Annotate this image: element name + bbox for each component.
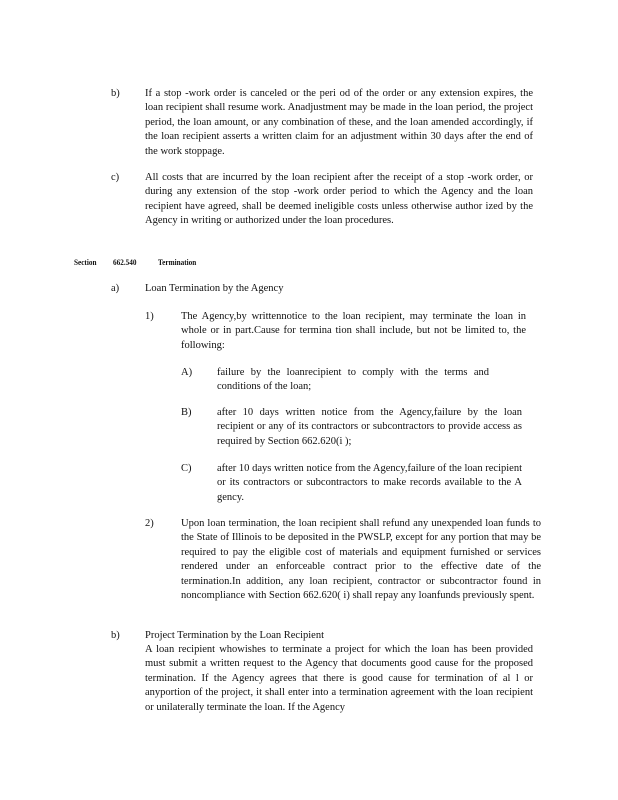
subsection-a-label: a) [111, 283, 120, 294]
para-c-text: All costs that are incurred by the loan recipient after the receipt of a stop -work order, or during any extension of the stop -work order period to which the Agency and the loan recipient have agreed, shall be deemed ineligible costs unless otherwise author ized by the Agency in writing or authorized under the loan procedures. [145, 172, 533, 227]
item-A-label: A) [181, 367, 193, 378]
para-b-text: If a stop -work order is canceled or the peri od of the order or any extension expires, the loan recipient shall resume work. Anadjustment may be made in the loan period, the project period, the loan amount, or any combination of these, and the loan amended accordingly, if the loan recipient asserts a written claim for an adjustment within 30 days after the end of the work stoppage. [145, 88, 533, 157]
subsection-b-text: A loan recipient whowishes to terminate a project for which the loan has been provided must submit a written request to the Agency that documents good cause for the proposed termination. If the Agency agrees that there is good cause for termination of al l or anyportion of the project, it shall enter into a termination agreement with the loan recipient or unilaterally terminate the loan. If the Agency [145, 644, 533, 713]
item-C-label: C) [181, 463, 192, 474]
item-B-text: after 10 days written notice from the Agency,failure by the loan recipient or any of its contractors or subcontractors to provide access as required by Section 662.620(i ); [217, 407, 522, 447]
item-1-text: The Agency,by writtennotice to the loan recipient, may terminate the loan in whole or in part.Cause for termina tion shall include, but not be limited to, the following: [181, 311, 526, 351]
item-2-label: 2) [145, 518, 154, 529]
item-1-label: 1) [145, 311, 154, 322]
item-B-label: B) [181, 407, 192, 418]
para-c-label: c) [111, 172, 120, 183]
subsection-a-heading: Loan Termination by the Agency [145, 283, 284, 294]
subsection-b-label: b) [111, 630, 120, 641]
item-2-text: Upon loan termination, the loan recipient shall refund any unexpended loan funds to the State of Illinois to be deposited in the PWSLP, except for any portion that may be required to pay the eligible cost of materials and equipment furnished or services rendered under an enforceable contract prior to the effective date of the termination.In addition, any loan recipient, contractor or subcontractor found in noncompliance with Section 662.620( i) shall repay any loanfunds previously spent. [181, 518, 541, 602]
section-word: Section [74, 257, 97, 267]
section-title: Termination [158, 257, 197, 267]
item-C-text: after 10 days written notice from the Agency,failure of the loan recipient or its contractors or subcontractors to make records available to the A gency. [217, 463, 522, 503]
item-A-text: failure by the loanrecipient to comply with the terms and conditions of the loan; [217, 367, 489, 393]
subsection-b-heading: Project Termination by the Loan Recipient [145, 630, 324, 641]
para-b-label: b) [111, 88, 120, 99]
section-number: 662.540 [113, 257, 137, 267]
